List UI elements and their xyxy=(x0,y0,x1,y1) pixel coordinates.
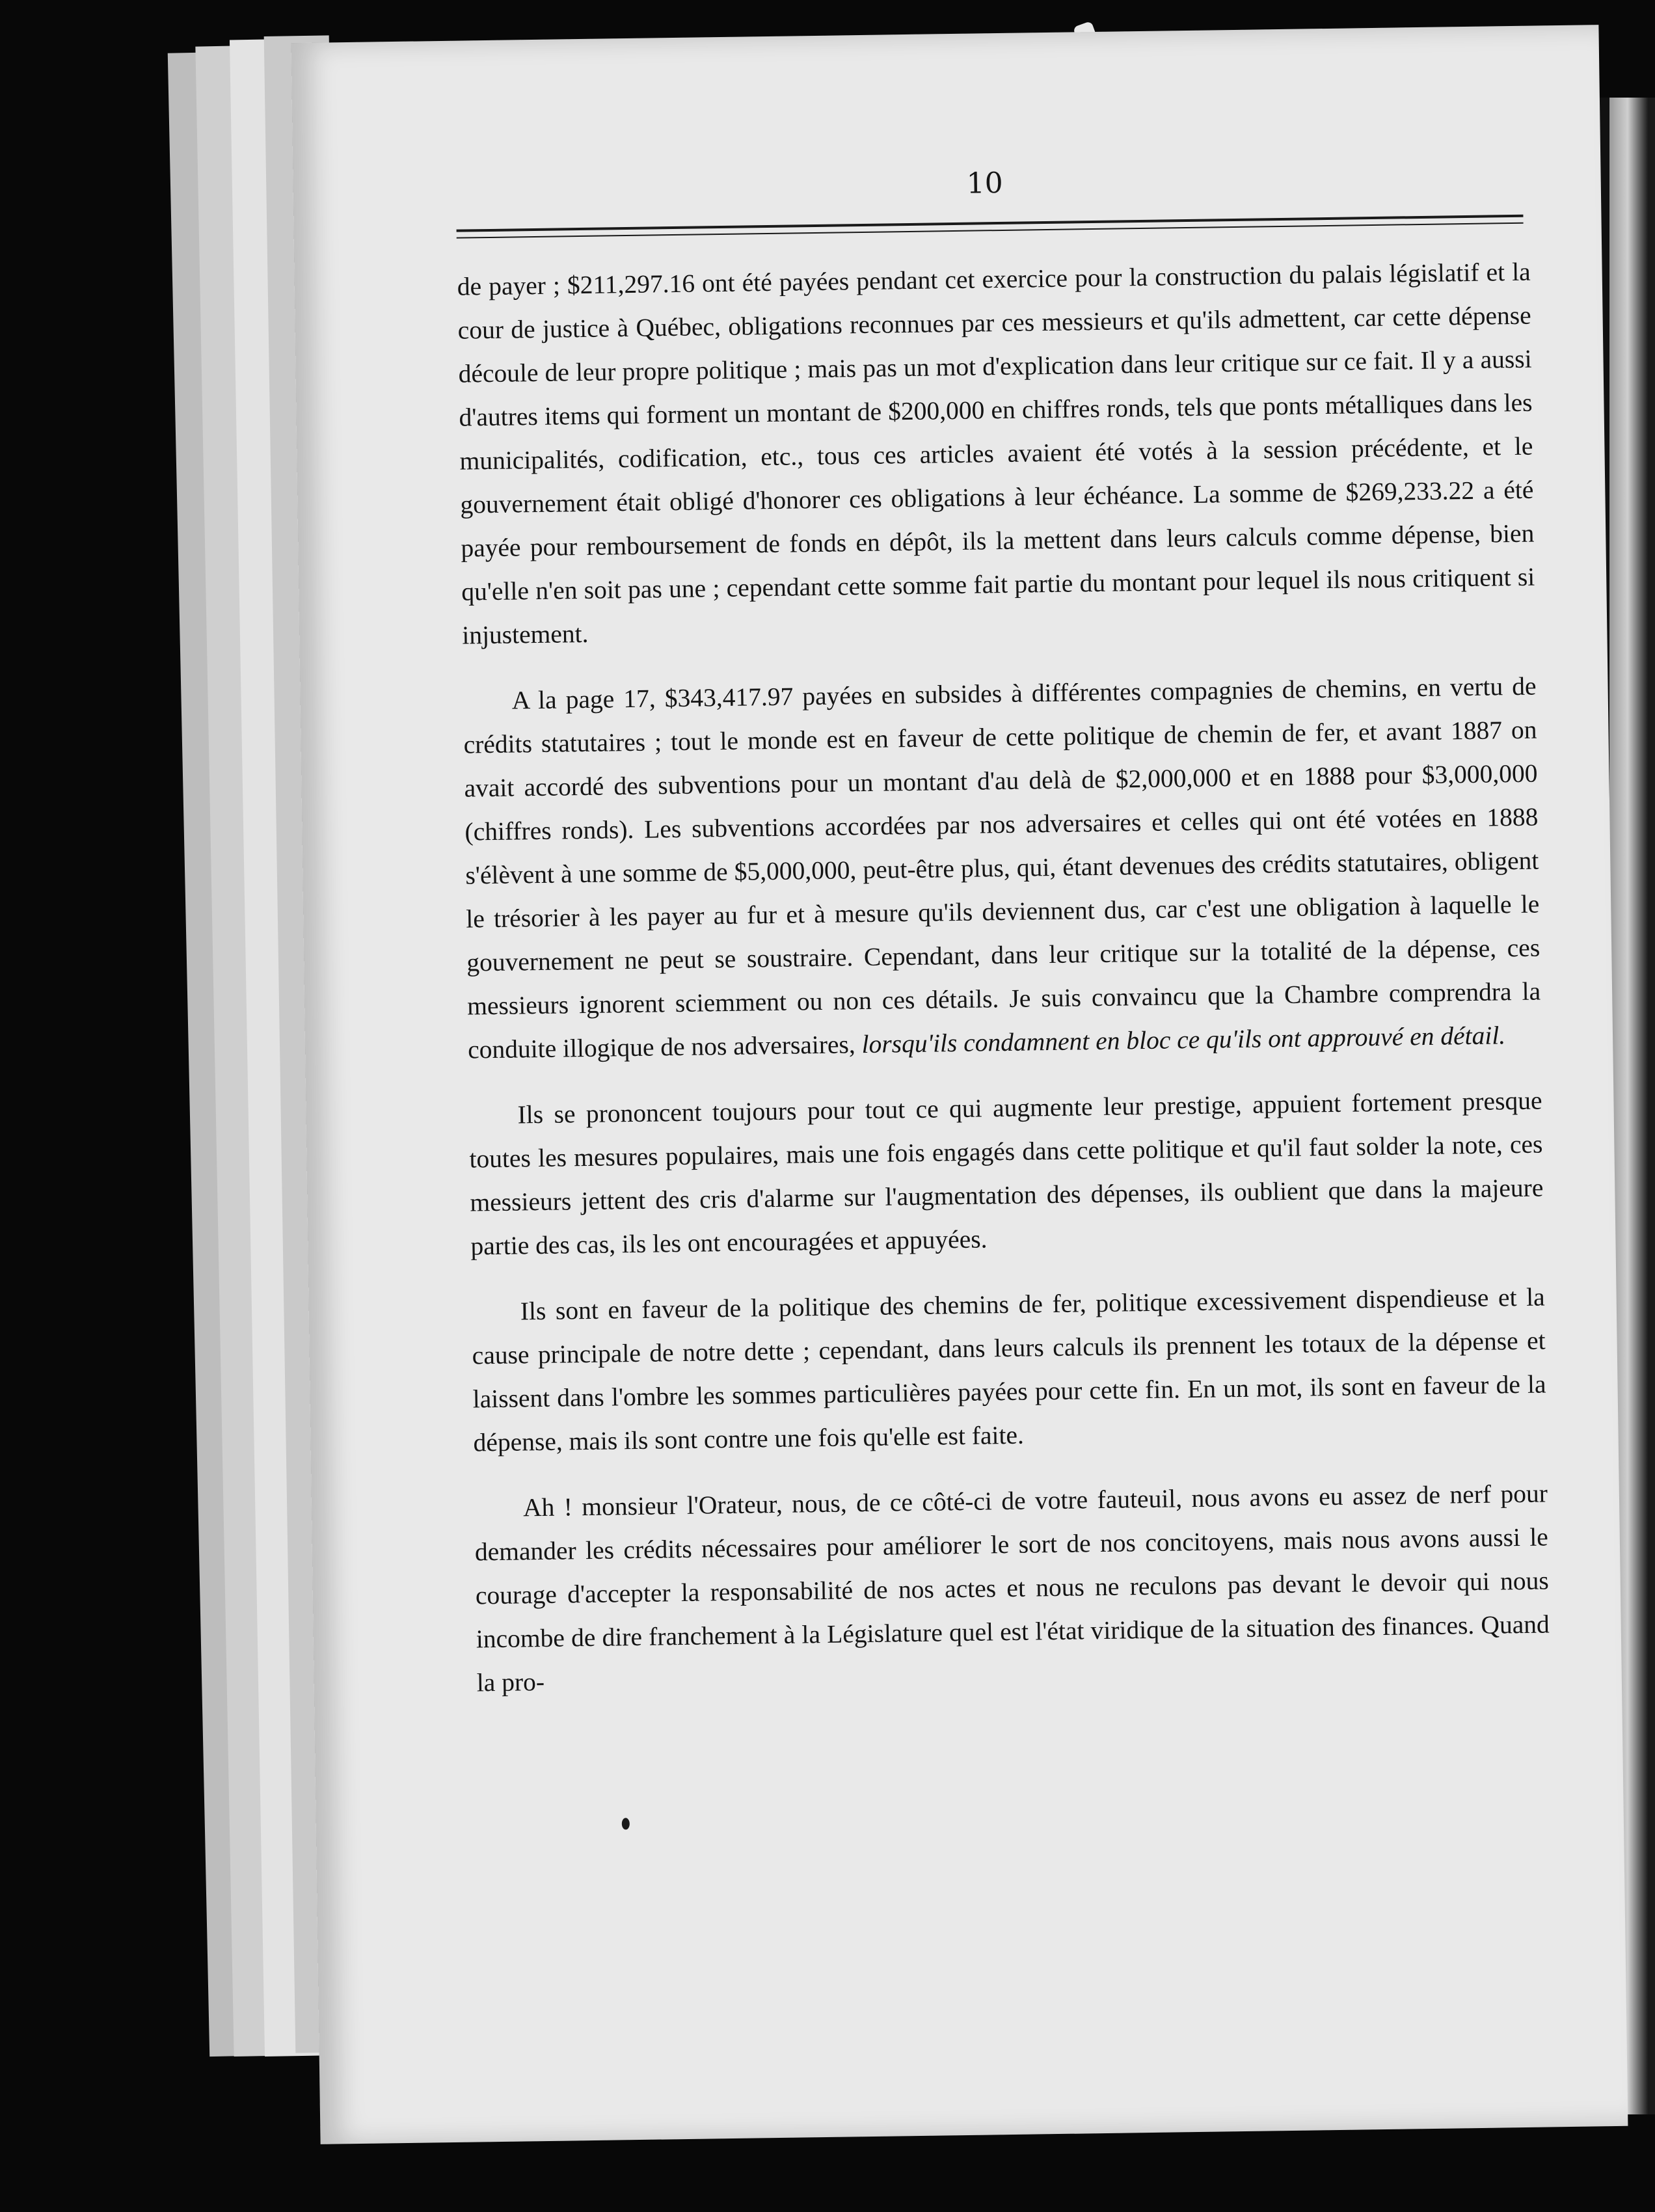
paragraph xyxy=(457,250,1535,658)
paragraph xyxy=(463,665,1541,1072)
ink-speck xyxy=(622,1818,630,1829)
paragraph-text: Ils sont en faveur de la politique des chemins de fer, politique excessivement dispendieuse et la cause principale de notre dette ; cependant, dans leurs calculs ils prennent les totaux de la dépense et laissent dans l'ombre les sommes particulières payées pour cette fin. En un mot, ils sont en faveur de la dépense, mais ils sont contre une fois qu'elle est faite. xyxy=(472,1282,1546,1457)
paragraph xyxy=(474,1472,1551,1705)
italic-emphasis: lorsqu'ils condamnent en bloc ce qu'ils ont approuvé en détail. xyxy=(861,1021,1506,1059)
paragraph-text: de payer ; $211,297.16 ont été payées pendant cet exercice pour la construction du palais législatif et la cour de justice à Québec, obligations reconnues par ces messieurs et qu'ils admettent, car cette dépense découle de leur propre politique ; mais pas un mot d'explication dans leur critique sur ce fait. Il y a aussi d'autres items qui forment un montant de $200,000 en chiffres ronds, tels que ponts métalliques dans les municipalités, codification, etc., tous ces articles avaient été votés à la session précédente, et le gouvernement était obligé d'honorer ces obligations à leur échéance. La somme de $269,233.22 a été payée pour remboursement de fonds en dépôt, ils la mettent dans leurs calculs comme dépense, bien qu'elle n'en soit pas une ; cependant cette somme fait partie du montant pour lequel ils nous critiquent si injustement. xyxy=(457,257,1535,650)
body-text xyxy=(457,250,1550,1727)
header-rule xyxy=(457,223,1524,239)
paragraph xyxy=(468,1079,1544,1269)
paragraph xyxy=(471,1275,1547,1464)
document-page xyxy=(291,25,1628,2144)
paragraph-text: A la page 17, $343,417.97 payées en subsides à différentes compagnies de chemins, en vertu de crédits statutaires ; tout le monde est en faveur de cette politique de chemin de fer, et avant 1887 on avait accordé des subventions pour un montant d'au delà de $2,000,000 et en 1888 pour $3,000,000 (chiffres ronds). Les subventions accordées par nos adversaires et celles qui ont été votées en 1888 s'élèvent à une somme de $5,000,000, peut-être plus, qui, étant devenues des crédits statutaires, obligent le trésorier à les payer au fur et à mesure qu'ils deviennent dus, car c'est une obligation à laquelle le gouvernement ne peut se soustraire. Cependant, dans leur critique sur la totalité de la dépense, ces messieurs ignorent sciemment ou non ces détails. Je suis convaincu que la Chambre comprendra la conduite illogique de nos adversaires, xyxy=(463,671,1541,1064)
paragraph-text: Ils se prononcent toujours pour tout ce qui augmente leur prestige, appuient fortement presque toutes les mesures populaires, mais une fois engagés dans cette politique et qu'il faut solder la note, ces messieurs jettent des cris d'alarme sur l'augmentation des dépenses, ils oublient que dans la majeure partie des cas, ils les ont encouragées et appuyées. xyxy=(469,1086,1544,1261)
page-number: 10 xyxy=(966,166,1004,200)
paragraph-text: Ah ! monsieur l'Orateur, nous, de ce côté-ci de votre fauteuil, nous avons eu assez de nerf pour demander les crédits nécessaires pour améliorer le sort de nos concitoyens, mais nous avons aussi le courage d'accepter la responsabilité de nos actes et nous ne reculons pas devant le devoir qui nous incombe de dire franchement à la Législature quel est l'état viridique de la situation des finances. Quand la pro- xyxy=(474,1479,1550,1697)
